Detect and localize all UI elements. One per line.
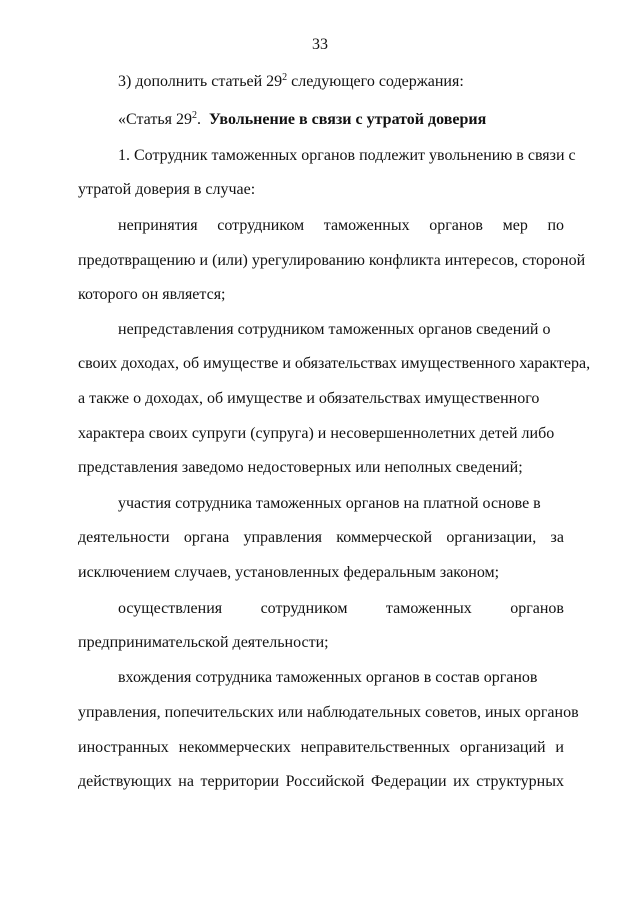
page-number: 33 [312, 36, 328, 53]
word: сотрудником [217, 217, 305, 234]
word: коммерческой [336, 529, 433, 546]
word: по [547, 217, 564, 234]
word: организаций [459, 739, 546, 756]
word: сотрудником [260, 600, 348, 617]
word: органов [510, 600, 564, 617]
item-3-line [118, 72, 564, 92]
word: организации, [446, 529, 537, 546]
item-3-superscript: 2 [282, 72, 288, 83]
word: и [555, 739, 564, 756]
paragraph-5-line-2: предпринимательской деятельности; [78, 634, 329, 651]
paragraph-1-line-1-text: 1. Сотрудник таможенных органов подлежит увольнению в связи с [118, 147, 576, 164]
paragraph-1-line-1 [118, 146, 576, 166]
paragraph-2-line-2: предотвращению и (или) урегулированию конфликта интересов, стороной [78, 252, 586, 269]
paragraph-6-line-3 [78, 738, 564, 758]
paragraph-3-line-4: характера своих супруги (супруга) и несовершеннолетних детей либо [78, 425, 555, 442]
article-heading-title: Увольнение в связи с утратой доверия [208, 111, 487, 128]
word: иностранных [78, 739, 169, 756]
paragraph-4-line-2 [78, 528, 564, 548]
word: осуществления [118, 600, 223, 617]
article-heading-dot: . [196, 111, 201, 128]
paragraph-4-line-1: участия сотрудника таможенных органов на платной основе в [118, 495, 541, 512]
paragraph-6-line-1: вхождения сотрудника таможенных органов в состав органов [118, 669, 538, 686]
paragraph-5-line-1 [118, 599, 564, 619]
word: мер [502, 217, 528, 234]
paragraph-4-line-3: исключением случаев, установленных федеральным законом; [78, 564, 500, 581]
item-3-text-after: следующего содержания: [287, 73, 464, 90]
article-heading [118, 110, 564, 130]
word: таможенных [323, 217, 410, 234]
word: управления [243, 529, 323, 546]
word: таможенных [385, 600, 472, 617]
paragraph-2-line-3: которого он является; [78, 286, 226, 303]
word: территории [200, 773, 280, 790]
word: непринятия [118, 217, 198, 234]
word: на [178, 773, 194, 790]
paragraph-3-line-2: своих доходах, об имуществе и обязательствах имущественного характера, [78, 355, 591, 372]
paragraph-6-line-4 [78, 772, 564, 792]
word: Российской [285, 773, 365, 790]
paragraph-3-line-5: представления заведомо недостоверных или неполных сведений; [78, 459, 523, 476]
word: неправительственных [300, 739, 450, 756]
paragraph-2-line-1 [118, 216, 564, 236]
word: за [550, 529, 564, 546]
paragraph-1-line-2: утратой доверия в случае: [78, 181, 256, 198]
item-3-text-before: 3) дополнить статьей 29 [118, 73, 283, 90]
article-heading-prefix: «Статья 29 [118, 111, 192, 128]
word: Федерации [371, 773, 447, 790]
word: органа [183, 529, 230, 546]
word: некоммерческих [178, 739, 291, 756]
word: структурных [476, 773, 564, 790]
word: действующих [78, 773, 172, 790]
word: деятельности [78, 529, 170, 546]
word: органов [429, 217, 483, 234]
word: их [453, 773, 470, 790]
paragraph-3-line-1: непредставления сотрудником таможенных органов сведений о [118, 321, 551, 338]
article-heading-superscript: 2 [191, 110, 197, 121]
paragraph-6-line-2: управления, попечительских или наблюдательных советов, иных органов [78, 704, 579, 721]
paragraph-3-line-3: а также о доходах, об имуществе и обязательствах имущественного [78, 390, 540, 407]
